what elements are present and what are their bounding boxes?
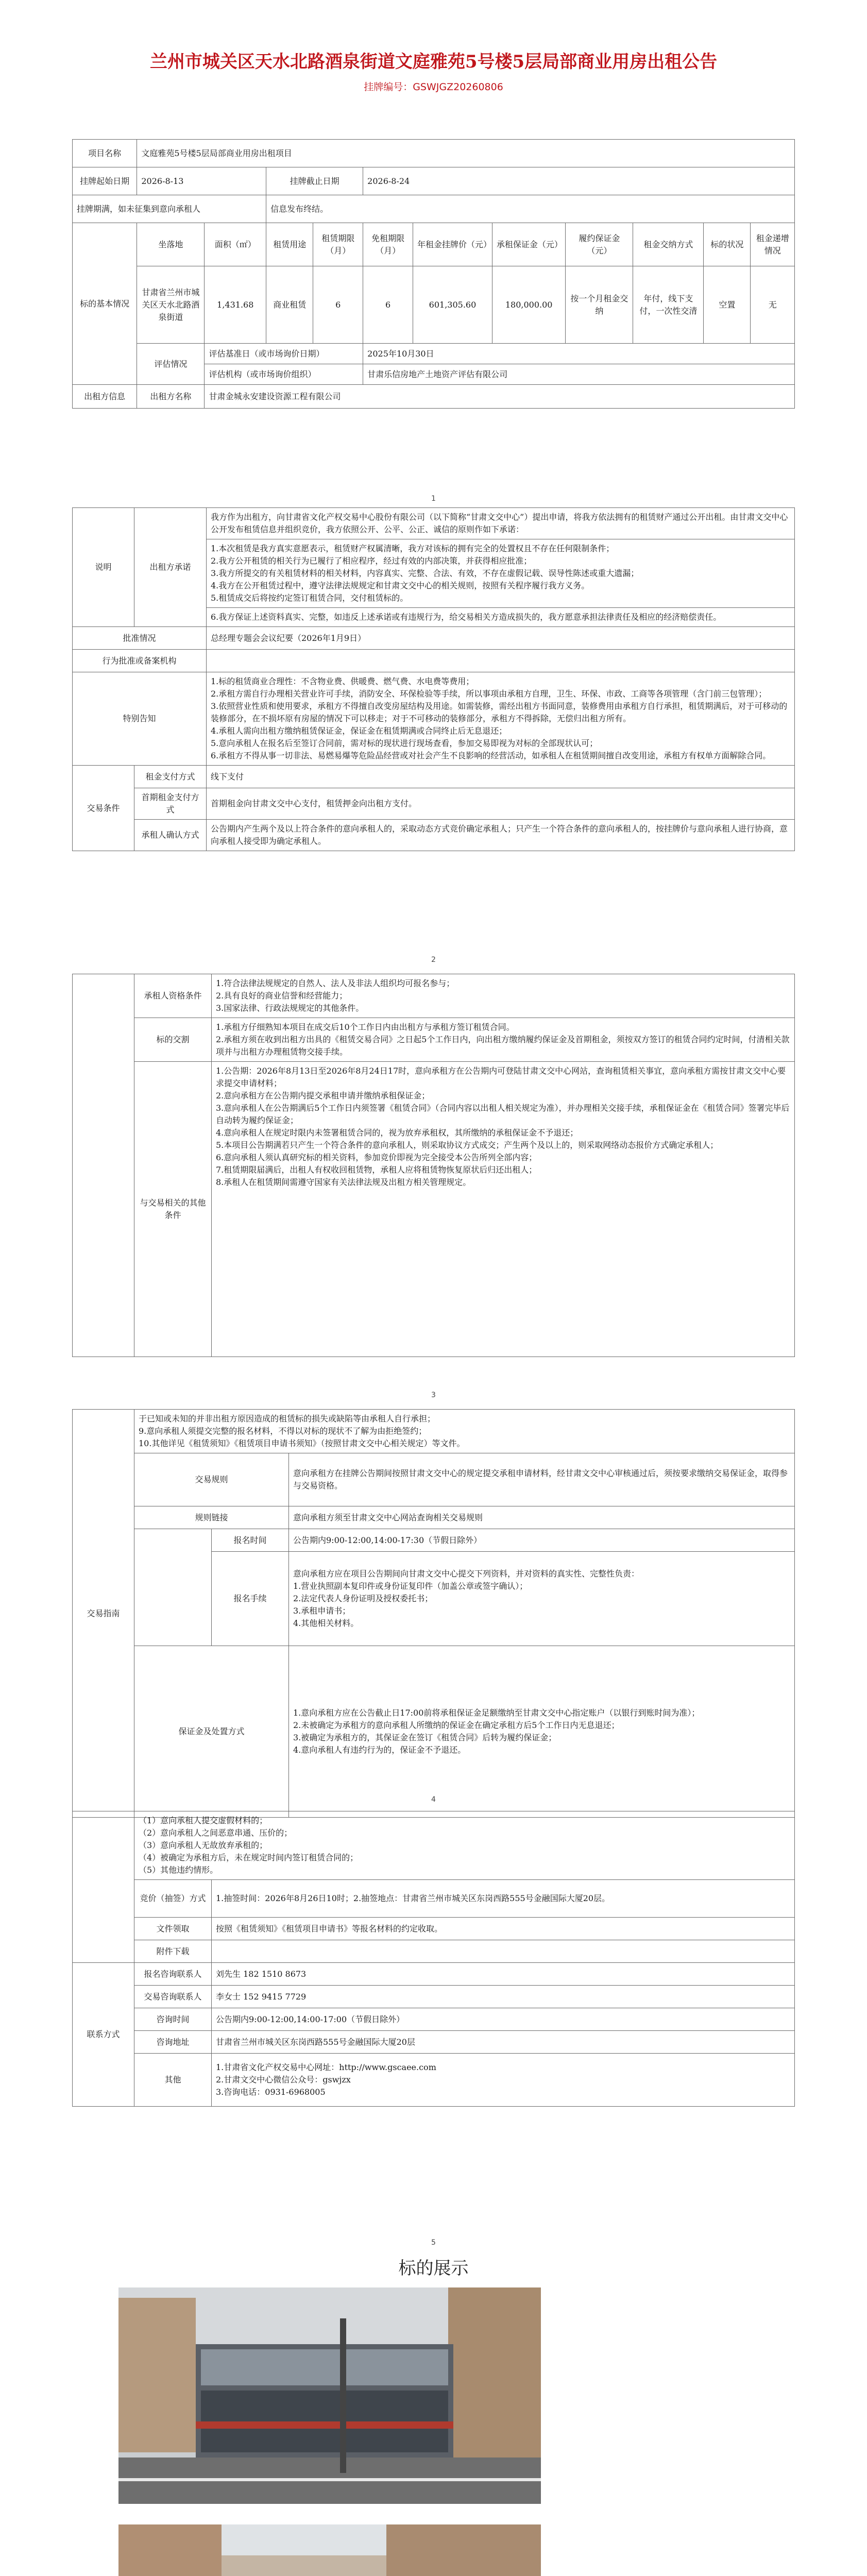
col-perf-deposit: 履约保证金（元） — [566, 223, 633, 266]
cell-location: 甘肃省兰州市城关区天水北路酒泉街道 — [137, 266, 205, 344]
lessor-commit-4: 4.我方在公开租赁过程中，遵守法律法规规定和甘肃文交中心的相关规则，按照有关程序履行我方义务。 — [211, 581, 590, 590]
qualify-2: 3.国家法律、行政法规规定的其他条件。 — [216, 1003, 364, 1013]
cell-annual-rent: 601,305.60 — [413, 266, 492, 344]
label-qualify: 承租人资格条件 — [134, 974, 212, 1018]
attach-download[interactable] — [212, 1940, 795, 1963]
cont-0: 于已知或未知的并非出租方原因造成的租赁标的损失或缺陷等由承租人自行承担； — [139, 1414, 436, 1423]
end-date: 2026-8-24 — [363, 167, 795, 195]
page-number: 2 — [431, 956, 436, 964]
label-appraisal: 评估情况 — [137, 344, 205, 385]
cell-perf-deposit: 按一个月租金交纳 — [566, 266, 633, 344]
label-special: 特别告知 — [73, 672, 207, 766]
lessor-commit-1: 1.本次租赁是我方真实意愿表示，租赁财产权属清晰，我方对该标的拥有完全的处置权且不存在任何限制条件； — [211, 544, 615, 553]
lessor-commit-0: 我方作为出租方，向甘肃省文化产权交易中心股份有限公司（以下简称“甘肃文交中心”）提出申请，将我方依法拥有的租赁财产通过公开出租。由甘肃文交中心公开发布租赁信息并组织竞价，我方依照公开、公平、公正、诚信的原则作如下承诺： — [207, 508, 795, 539]
other-6: 7.租赁期限届满后，出租人有权收回租赁物，承租人应将租赁物恢复原状后归还出租人； — [216, 1165, 537, 1175]
label-attach: 附件下载 — [134, 1940, 212, 1963]
label-approval-type: 行为批准或备案机构 — [73, 650, 207, 672]
label-other: 其他 — [134, 2054, 212, 2107]
deposit-rule-0: 1.意向承租方应在公告截止日17:00前将承租保证金足额缴纳至甘肃文交中心指定账户（以银行到账时间为准）； — [293, 1708, 700, 1718]
special-4: 5.意向承租人在报名后至签订合同前，需对标的现状进行现场查看，参加交易即视为对标的全部现状认可； — [211, 738, 598, 748]
violation-1: （2）意向承租人之间恶意串通、压价的； — [139, 1828, 293, 1838]
violation-list — [134, 1811, 795, 1880]
notice-number: 挂牌编号：GSWJGZ20260806 — [364, 81, 503, 93]
label-bid: 竞价（抽签）方式 — [134, 1880, 212, 1918]
building-photo-1 — [118, 2287, 541, 2504]
label-rule: 交易规则 — [134, 1453, 289, 1506]
other-info-1: 2.甘肃文交中心微信公众号：gswjzx — [216, 2075, 351, 2084]
label-address: 咨询地址 — [134, 2031, 212, 2054]
qualify-0: 1.符合法律法规规定的自然人、法人及非法人组织均可报名参与； — [216, 978, 455, 988]
col-annual-rent: 年租金挂牌价（元） — [413, 223, 492, 266]
reg-method-3: 3.承租申请书； — [293, 1606, 351, 1616]
label-period-note: 挂牌期满，如未征集到意向承租人 — [73, 195, 266, 223]
building-photo-2-image — [118, 2524, 541, 2576]
label-scope: 规则链接 — [134, 1506, 289, 1529]
approval-type — [207, 650, 795, 672]
cell-status: 空置 — [704, 266, 751, 344]
special-1: 2.承租方需自行办理相关营业许可手续，消防安全、环保检验等手续，所以事项由承租方自理，卫生、环保、市政、工商等各项管理（含门前三包管理）； — [211, 689, 767, 699]
label-appraisal-org: 评估机构（或市场询价组织） — [205, 364, 363, 385]
appraisal-org: 甘肃乐信房地产土地资产评估有限公司 — [363, 364, 795, 385]
deposit-rule-list — [289, 1646, 795, 1818]
other-2: 3.意向承租人在公告期满后5个工作日内须签署《租赁合同》（合同内容以出租人相关规定为准），并办理相关交接手续，承租保证金在《租赁合同》签署完毕后自动转为履约保证金； — [216, 1103, 790, 1125]
label-basic-info: 标的基本情况 — [73, 223, 137, 385]
deposit-rule-3: 4.意向承租人有违约行为的，保证金不予退还。 — [293, 1745, 466, 1755]
other-3: 4.意向承租人在规定时限内未签署租赁合同的，视为放弃承租权，其所缴纳的承租保证金不予退还； — [216, 1128, 579, 1138]
cell-free-term: 6 — [363, 266, 413, 344]
label-contract: 标的交割 — [134, 1018, 212, 1062]
lessor-commit-3: 3.我方所提交的有关租赁材料的相关材料，内容真实、完整、合法、有效，不存在虚假记载、误导性陈述或重大遗漏； — [211, 568, 639, 578]
label-reg-method: 报名手续 — [212, 1552, 289, 1646]
col-location: 坐落地 — [137, 223, 205, 266]
lessor-commit-list — [207, 539, 795, 608]
special-0: 1.标的租赁商业合理性：不含物业费、供暖费、燃气费、水电费等费用； — [211, 676, 474, 686]
period-note: 信息发布终结。 — [266, 195, 795, 223]
label-appraisal-date: 评估基准日（或市场询价日期） — [205, 344, 363, 364]
lessor-commit-5: 5.租赁成交后将按约定签订租赁合同，交付租赁标的。 — [211, 593, 409, 603]
violation-3: （4）被确定为承租方后，未在规定时间内签订租赁合同的； — [139, 1853, 359, 1862]
photos-title: 标的展示 — [398, 2258, 469, 2279]
col-lease-term: 租赁期限（月） — [313, 223, 363, 266]
label-lessor-name: 出租方名称 — [137, 385, 205, 409]
col-pay-method: 租金交纳方式 — [633, 223, 704, 266]
cell-use: 商业租赁 — [266, 266, 313, 344]
cell-deposit: 180,000.00 — [492, 266, 565, 344]
deposit-rule-2: 3.被确定为承租方的，其保证金在签订《租赁合同》后转为履约保证金； — [293, 1733, 557, 1742]
label-guide: 交易指南 — [73, 1410, 134, 1818]
special-2: 3.依照营业性质和使用要求，承租方不得擅自改变房屋结构及用途。如需装修，需经出租方书面同意，装修费用由承租方自行承担，租赁期满后，对于可移动的装修部分，在不损坏原有房屋的情况下可以移走；对于不可移动的装修部分，承租方不得拆除，无偿归出租方所有。 — [211, 701, 788, 723]
other-conditions-list — [212, 1062, 795, 1357]
page-number: 5 — [431, 2239, 436, 2247]
reg-method-list — [289, 1552, 795, 1646]
other-list — [212, 2054, 795, 2107]
deposit-pay: 首期租金向甘肃文交中心支付，租赁押金向出租方支付。 — [207, 788, 795, 820]
reg-method-2: 2.法定代表人身份证明及授权委托书； — [293, 1594, 433, 1603]
other-5: 6.意向承租人须认真研究标的相关资料，参加竞价即视为完全接受本公告所列全部内容； — [216, 1153, 537, 1162]
reg-time: 公告期内9:00-12:00,14:00-17:30（节假日除外） — [289, 1529, 795, 1552]
cont-1: 9.意向承租人须提交完整的报名材料，不得以对标的现状不了解为由拒绝签约； — [139, 1426, 427, 1436]
page1-table — [72, 139, 795, 409]
special-5: 6.承租方不得从事一切非法、易燃易爆等危险品经营或对社会产生不良影响的经营活动，如承租人在租赁期间擅自改变用途，承租方有权单方面解除合同。 — [211, 751, 771, 760]
cell-pay-method: 年付，线下支付，一次性交清 — [633, 266, 704, 344]
label-lessor-info: 出租方信息 — [73, 385, 137, 409]
bid-doc: 按照《租赁须知》《租赁项目申请书》等报名材料的约定收取。 — [212, 1918, 795, 1940]
reg-method-0: 意向承租方应在项目公告期间向甘肃文交中心提交下列资料，并对资料的真实性、完整性负责： — [293, 1569, 640, 1579]
page5-table — [72, 1811, 795, 2107]
label-reg-time: 报名时间 — [212, 1529, 289, 1552]
col-deposit: 承租保证金（元） — [492, 223, 565, 266]
bid: 1.抽签时间：2026年8月26日10时；2.抽签地点：甘肃省兰州市城关区东岗西路555号金融国际大厦20层。 — [212, 1880, 795, 1918]
violation-0: （1）意向承租人提交虚假材料的； — [139, 1816, 268, 1825]
label-deposit-rule: 保证金及处置方式 — [134, 1646, 289, 1818]
label-trade: 交易条件 — [73, 766, 134, 851]
label-end-date: 挂牌截止日期 — [266, 167, 363, 195]
page-number: 1 — [431, 495, 436, 503]
contact-2: 李女士 152 9415 7729 — [212, 1986, 795, 2008]
rule: 意向承租方在挂牌公告期间按照甘肃文交中心的规定提交承租申请材料，经甘肃文交中心审核通过后，须按要求缴纳交易保证金，取得参与交易资格。 — [289, 1453, 795, 1506]
col-free-term: 免租期限（月） — [363, 223, 413, 266]
confirm: 公告期内产生两个及以上符合条件的意向承租人的，采取动态方式竞价确定承租人；只产生一个符合条件的意向承租人的，按挂牌价与意向承租人进行协商，意向承租人接受即为确定承租人。 — [207, 820, 795, 851]
page4-table — [72, 1409, 795, 1818]
label-contact-2: 交易咨询联系人 — [134, 1986, 212, 2008]
page-number: 4 — [431, 1795, 436, 1804]
page2-table — [72, 507, 795, 851]
col-area: 面积（㎡） — [205, 223, 266, 266]
other-info-0[interactable]: 1.甘肃省文化产权交易中心网址：http://www.gscaee.com — [216, 2062, 436, 2072]
label-lessor-commit: 出租方承诺 — [134, 508, 207, 627]
cont-2: 10.其他详见《租赁须知》《租赁项目申请书须知》（按照甘肃文交中心相关规定）等文件。 — [139, 1438, 465, 1448]
other-0: 1.公告期：2026年8月13日至2026年8月24日17时，意向承租方在公告期内可登陆甘肃文交中心网站，查询租赁相关事宜，意向承租方需按甘肃文交中心要求提交申请材料； — [216, 1066, 786, 1088]
cell-area: 1,431.68 — [205, 266, 266, 344]
col-status: 标的状况 — [704, 223, 751, 266]
col-renew: 租金递增情况 — [751, 223, 795, 266]
cell-lease-term: 6 — [313, 266, 363, 344]
label-deposit-pay: 首期租金支付方式 — [134, 788, 207, 820]
violation-4: （5）其他违约情形。 — [139, 1865, 218, 1875]
page3-table — [72, 974, 795, 1357]
cont-list — [134, 1410, 795, 1453]
label-project-name: 项目名称 — [73, 140, 137, 167]
lessor-commit-2: 2.我方公开租赁的相关行为已履行了相应程序，经过有效的内部决策，并获得相应批准； — [211, 556, 532, 566]
qualify-list — [212, 974, 795, 1018]
page-title: 兰州市城关区天水北路酒泉街道文庭雅苑5号楼5层局部商业用房出租公告 — [149, 52, 718, 72]
reg-method-1: 1.营业执照副本复印件或身份证复印件（加盖公章或签字确认）； — [293, 1581, 528, 1591]
contact-time: 公告期内9:00-12:00,14:00-17:00（节假日除外） — [212, 2008, 795, 2031]
label-start-date: 挂牌起始日期 — [73, 167, 137, 195]
contract-2: 2.承租方须在收到出租方出具的《租赁交易合同》之日起5个工作日内，向出租方缴纳履约保证金及首期租金，须按双方签订的租赁合同约定时间，付清相关款项并与出租方办理租赁物交接手续。 — [216, 1035, 790, 1057]
lessor-commit-6: 6.我方保证上述资料真实、完整，如违反上述承诺或有违规行为，给交易相关方造成损失的，我方愿意承担法律责任及相应的经济赔偿责任。 — [207, 608, 795, 627]
blank-left-5 — [73, 1811, 134, 1963]
label-remark: 说明 — [73, 508, 134, 627]
violation-2: （3）意向承租人无故放弃承租的； — [139, 1840, 268, 1850]
other-1: 2.意向承租方在公告期内提交承租申请并缴纳承租保证金； — [216, 1091, 430, 1100]
label-other-conditions: 与交易相关的其他条件 — [134, 1062, 212, 1357]
reg-method-4: 4.其他相关材料。 — [293, 1618, 359, 1628]
other-info-2: 3.咨询电话：0931-6968005 — [216, 2087, 326, 2097]
trade-method: 线下支付 — [207, 766, 795, 788]
lessor-name: 甘肃金城永安建设资源工程有限公司 — [205, 385, 795, 409]
label-time: 咨询时间 — [134, 2008, 212, 2031]
label-register — [134, 1529, 212, 1646]
building-photo-1-image — [118, 2287, 541, 2504]
label-bid-doc: 文件领取 — [134, 1918, 212, 1940]
scope: 意向承租方须至甘肃文交中心网站查询相关交易规则 — [289, 1506, 795, 1529]
special-3: 4.承租人需向出租方缴纳租赁保证金，保证金在租赁期满或合同终止后无息退还； — [211, 726, 507, 736]
approval: 总经理专题会会议纪要（2026年1月9日） — [207, 627, 795, 650]
other-7: 8.承租人在租赁期间需遵守国家有关法律法规及出租方相关管理规定。 — [216, 1177, 471, 1187]
label-approval: 批准情况 — [73, 627, 207, 650]
label-trade-method: 租金支付方式 — [134, 766, 207, 788]
page-number: 3 — [431, 1391, 436, 1399]
label-confirm: 承租人确认方式 — [134, 820, 207, 851]
col-use: 租赁用途 — [266, 223, 313, 266]
label-contact: 联系方式 — [73, 1963, 134, 2107]
contact-address: 甘肃省兰州市城关区东岗西路555号金融国际大厦20层 — [212, 2031, 795, 2054]
deposit-rule-1: 2.未被确定为承租方的意向承租人所缴纳的保证金在确定承租方后5个工作日内无息退还； — [293, 1720, 620, 1730]
label-contact-1: 报名咨询联系人 — [134, 1963, 212, 1986]
contract-1: 1.承租方仔细熟知本项目在成交后10个工作日内由出租方与承租方签订租赁合同。 — [216, 1022, 515, 1032]
cell-renew: 无 — [751, 266, 795, 344]
project-name: 文庭雅苑5号楼5层局部商业用房出租项目 — [137, 140, 795, 167]
start-date: 2026-8-13 — [137, 167, 266, 195]
building-photo-2 — [118, 2524, 541, 2576]
contract-list — [212, 1018, 795, 1062]
blank-left — [73, 974, 134, 1357]
special-list — [207, 672, 795, 766]
qualify-1: 2.具有良好的商业信誉和经营能力； — [216, 991, 348, 1001]
other-4: 5.本项目公告期满若只产生一个符合条件的意向承租人，则采取协议方式成交；产生两个及以上的，则采取网络动态报价方式确定承租人； — [216, 1140, 719, 1150]
header — [103, 49, 764, 93]
appraisal-date: 2025年10月30日 — [363, 344, 795, 364]
contact-1: 刘先生 182 1510 8673 — [212, 1963, 795, 1986]
